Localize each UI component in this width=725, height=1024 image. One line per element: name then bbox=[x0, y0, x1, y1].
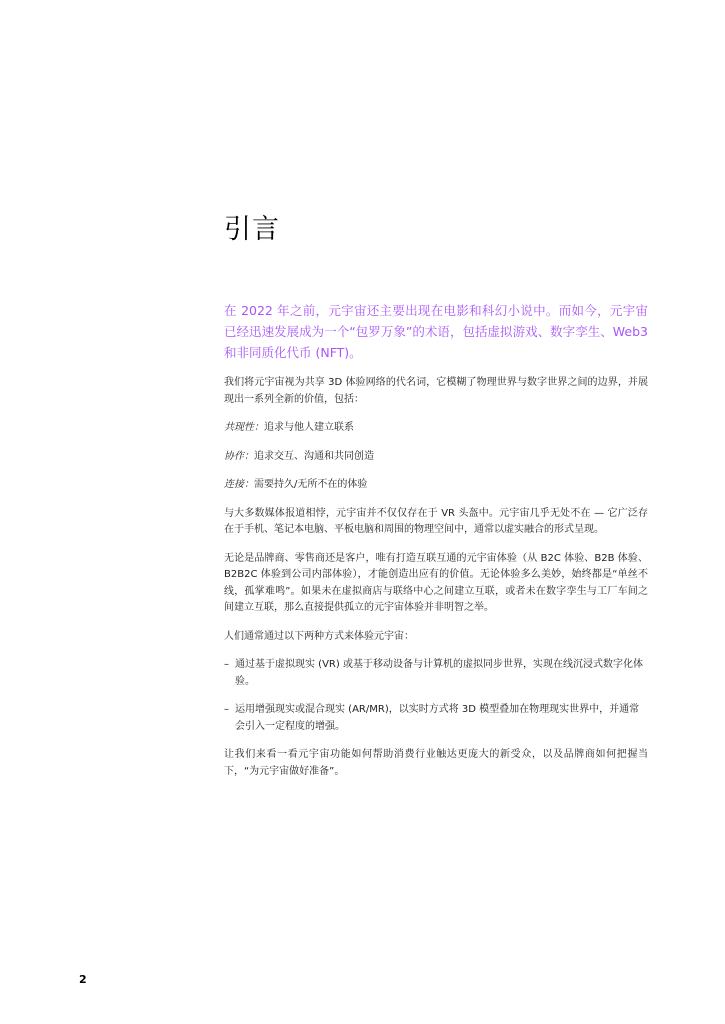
value-desc: 需要持久/无所不在的体验 bbox=[254, 479, 368, 490]
dash-bullet: – bbox=[224, 659, 229, 670]
value-item-collaboration bbox=[224, 449, 648, 466]
value-desc: 追求与他人建立联系 bbox=[264, 422, 354, 433]
closing-paragraph: 让我们来看一看元宇宙功能如何帮助消费行业触达更庞大的新受众，以及品牌商如何把握当下，“为元宇宙做好准备”。 bbox=[224, 749, 648, 777]
value-term: 连接： bbox=[224, 479, 254, 490]
list-item-text: 运用增强现实或混合现实 (AR/MR)，以实时方式将 3D 模型叠加在物理现实世界中，并通常会引入一定程度的增强。 bbox=[235, 704, 640, 732]
list-item-ar bbox=[224, 702, 648, 735]
dash-bullet: – bbox=[224, 704, 229, 715]
value-desc: 追求交互、沟通和共同创造 bbox=[254, 450, 374, 462]
value-term: 共现性： bbox=[224, 422, 264, 433]
list-item-vr bbox=[224, 657, 648, 690]
intro-paragraph: 我们将元宇宙视为共享 3D 体验网络的代名词，它模糊了物理世界与数字世界之间的边界，并展现出一系列全新的价值，包括： bbox=[224, 377, 648, 405]
lead-paragraph: 在 2022 年之前，元宇宙还主要出现在电影和科幻小说中。而如今，元宇宙已经迅速发展成为一个“包罗万象”的术语，包括虚拟游戏、数字孪生、Web3 和非同质化代币 (NFT)。 bbox=[224, 303, 648, 360]
main-content bbox=[224, 212, 648, 792]
value-item-connection bbox=[224, 477, 648, 494]
body-paragraph-1: 与大多数媒体报道相悖，元宇宙并不仅仅存在于 VR 头盔中。元宇宙几乎无处不在 — 它广泛存在于手机、笔记本电脑、平板电脑和周围的物理空间中，通常以虚实融合的形式呈现。 bbox=[224, 507, 648, 535]
list-item-text: 通过基于虚拟现实 (VR) 或基于移动设备与计算机的虚拟同步世界，实现在线沉浸式数字化体验。 bbox=[235, 659, 643, 687]
body-paragraph-2: 无论是品牌商、零售商还是客户，唯有打造互联互通的元宇宙体验（从 B2C 体验、B2B 体验、B2B2C 体验到公司内部体验），才能创造出应有的价值。无论体验多么美妙，始终都是“单丝不线，孤掌难鸣”。如果未在虚拟商店与联络中心之间建立互联，或者未在数字孪生与工厂车间之间建立互联，那么直接提供孤立的元宇宙体验并非明智之举。 bbox=[224, 552, 648, 613]
page-title: 引言 bbox=[224, 214, 280, 245]
page-number: 2 bbox=[79, 973, 87, 986]
value-term: 协作： bbox=[224, 450, 254, 462]
body-paragraph-3: 人们通常通过以下两种方式来体验元宇宙： bbox=[224, 630, 414, 642]
value-item-copresence bbox=[224, 420, 648, 437]
